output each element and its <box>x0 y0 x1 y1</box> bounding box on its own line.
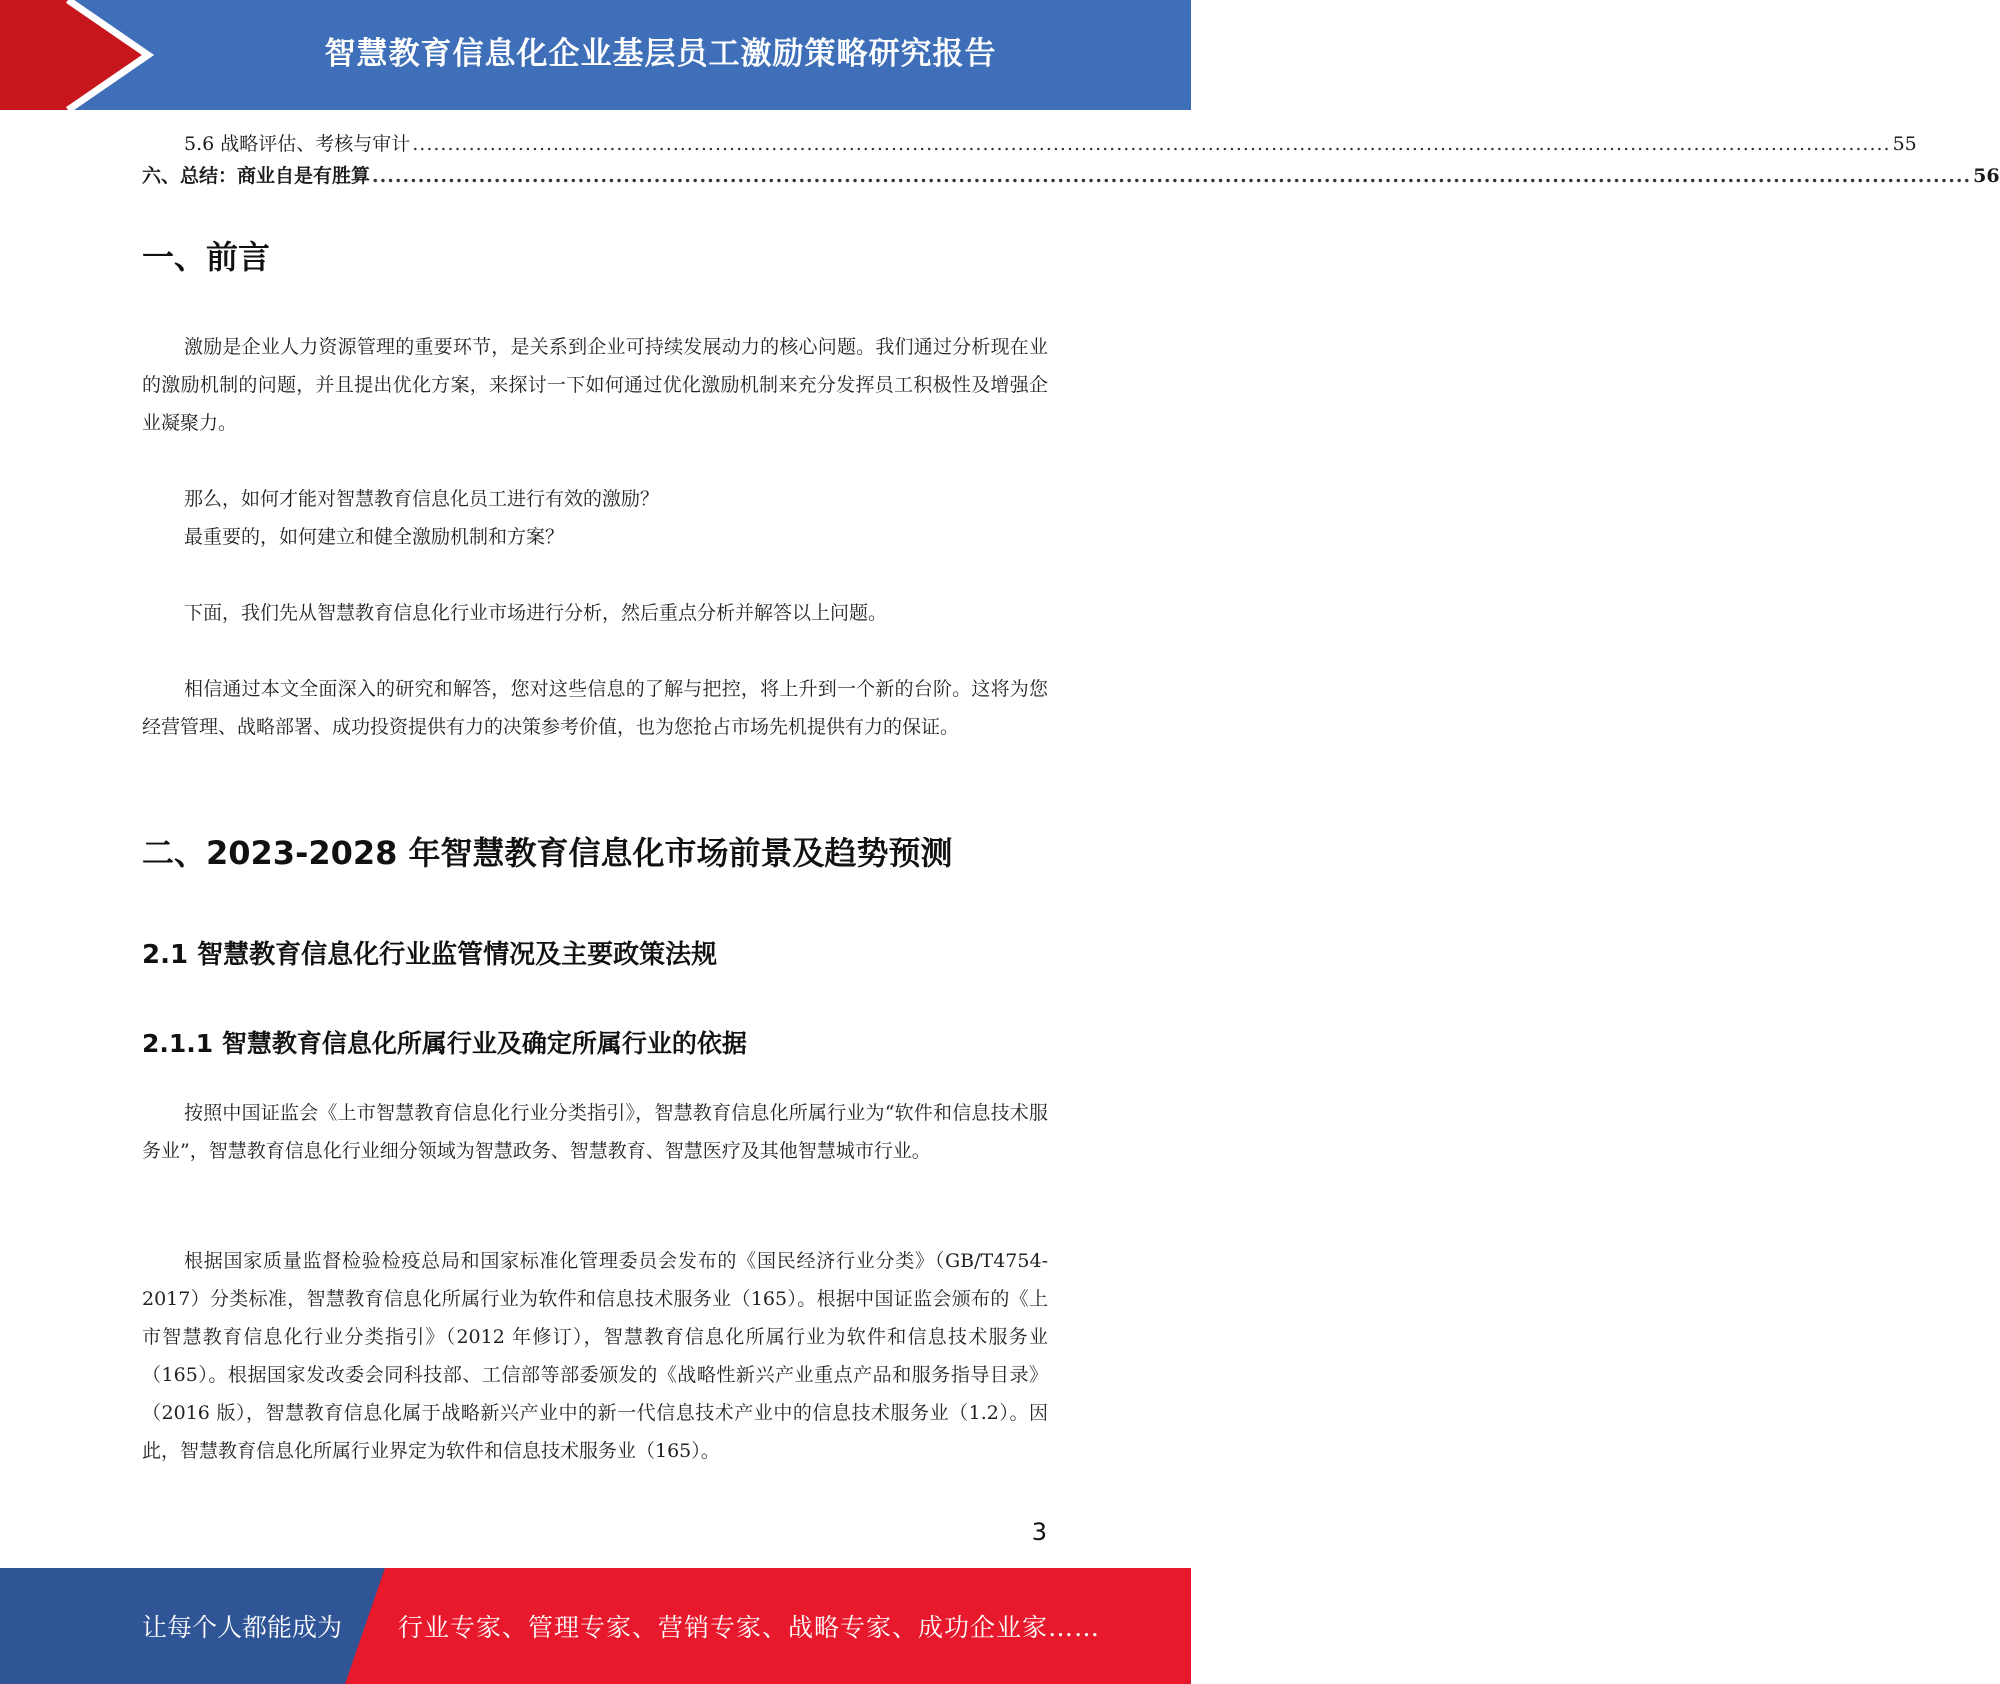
section-heading-market: 二、2023-2028 年智慧教育信息化市场前景及趋势预测 <box>142 834 953 872</box>
toc-fragment <box>142 128 2000 192</box>
toc-entry-label: 六、总结：商业自是有胜算 <box>142 165 371 187</box>
footer-banner <box>0 1568 1191 1684</box>
toc-entry-page: 55 <box>1892 133 1917 155</box>
toc-entry-label: 5.6 战略评估、考核与审计 <box>184 133 411 155</box>
report-title: 智慧教育信息化企业基层员工激励策略研究报告 <box>324 35 997 72</box>
header-banner <box>0 0 1191 110</box>
subsection-heading: 2.1 智慧教育信息化行业监管情况及主要政策法规 <box>142 940 718 970</box>
footer-slogan-right: 行业专家、管理专家、营销专家、战略专家、成功企业家…… <box>398 1613 1101 1642</box>
paragraph: 按照中国证监会《上市智慧教育信息化行业分类指引》，智慧教育信息化所属行业为“软件和信息技术服务业”，智慧教育信息化行业细分领域为智慧政务、智慧教育、智慧医疗及其他智慧城市行业。 <box>142 1102 1048 1162</box>
toc-entry[interactable] <box>142 128 1917 160</box>
paragraph: 下面，我们先从智慧教育信息化行业市场进行分析，然后重点分析并解答以上问题。 <box>184 602 888 624</box>
toc-leader-dots: .................................................................................................................................................................................................................. <box>412 133 1891 155</box>
paragraph: 相信通过本文全面深入的研究和解答，您对这些信息的了解与把控，将上升到一个新的台阶。这将为您经营管理、战略部署、成功投资提供有力的决策参考价值，也为您抢占市场先机提供有力的保证。 <box>142 678 1048 738</box>
paragraph: 最重要的，如何建立和健全激励机制和方案？ <box>184 526 565 548</box>
paragraph: 激励是企业人力资源管理的重要环节，是关系到企业可持续发展动力的核心问题。我们通过分析现在业的激励机制的问题，并且提出优化方案，来探讨一下如何通过优化激励机制来充分发挥员工积极性及增强企业凝聚力。 <box>142 336 1048 434</box>
subsubsection-heading: 2.1.1 智慧教育信息化所属行业及确定所属行业的依据 <box>142 1029 747 1058</box>
section-heading-preface: 一、前言 <box>142 238 271 276</box>
header-arrow-decoration <box>0 0 160 110</box>
paragraph: 那么，如何才能对智慧教育信息化员工进行有效的激励？ <box>184 488 660 510</box>
footer-slogan-left: 让每个人都能成为 <box>142 1613 343 1642</box>
toc-leader-dots: .................................................................................................................................................................................................................. <box>372 165 1972 187</box>
toc-entry[interactable] <box>142 160 2000 192</box>
toc-entry-page: 56 <box>1973 165 2000 187</box>
paragraph: 根据国家质量监督检验检疫总局和国家标准化管理委员会发布的《国民经济行业分类》（GB/T4754-2017）分类标准，智慧教育信息化所属行业为软件和信息技术服务业（165）。根据中国证监会颁布的《上市智慧教育信息化行业分类指引》（2012 年修订），智慧教育信息化所属行业为软件和信息技术服务业（165）。根据国家发改委会同科技部、工信部等部委颁发的《战略性新兴产业重点产品和服务指导目录》（2016 版），智慧教育信息化属于战略新兴产业中的新一代信息技术产业中的信息技术服务业（1.2）。因此，智慧教育信息化所属行业界定为软件和信息技术服务业（165）。 <box>142 1250 1048 1462</box>
page-number: 3 <box>1031 1518 1047 1546</box>
